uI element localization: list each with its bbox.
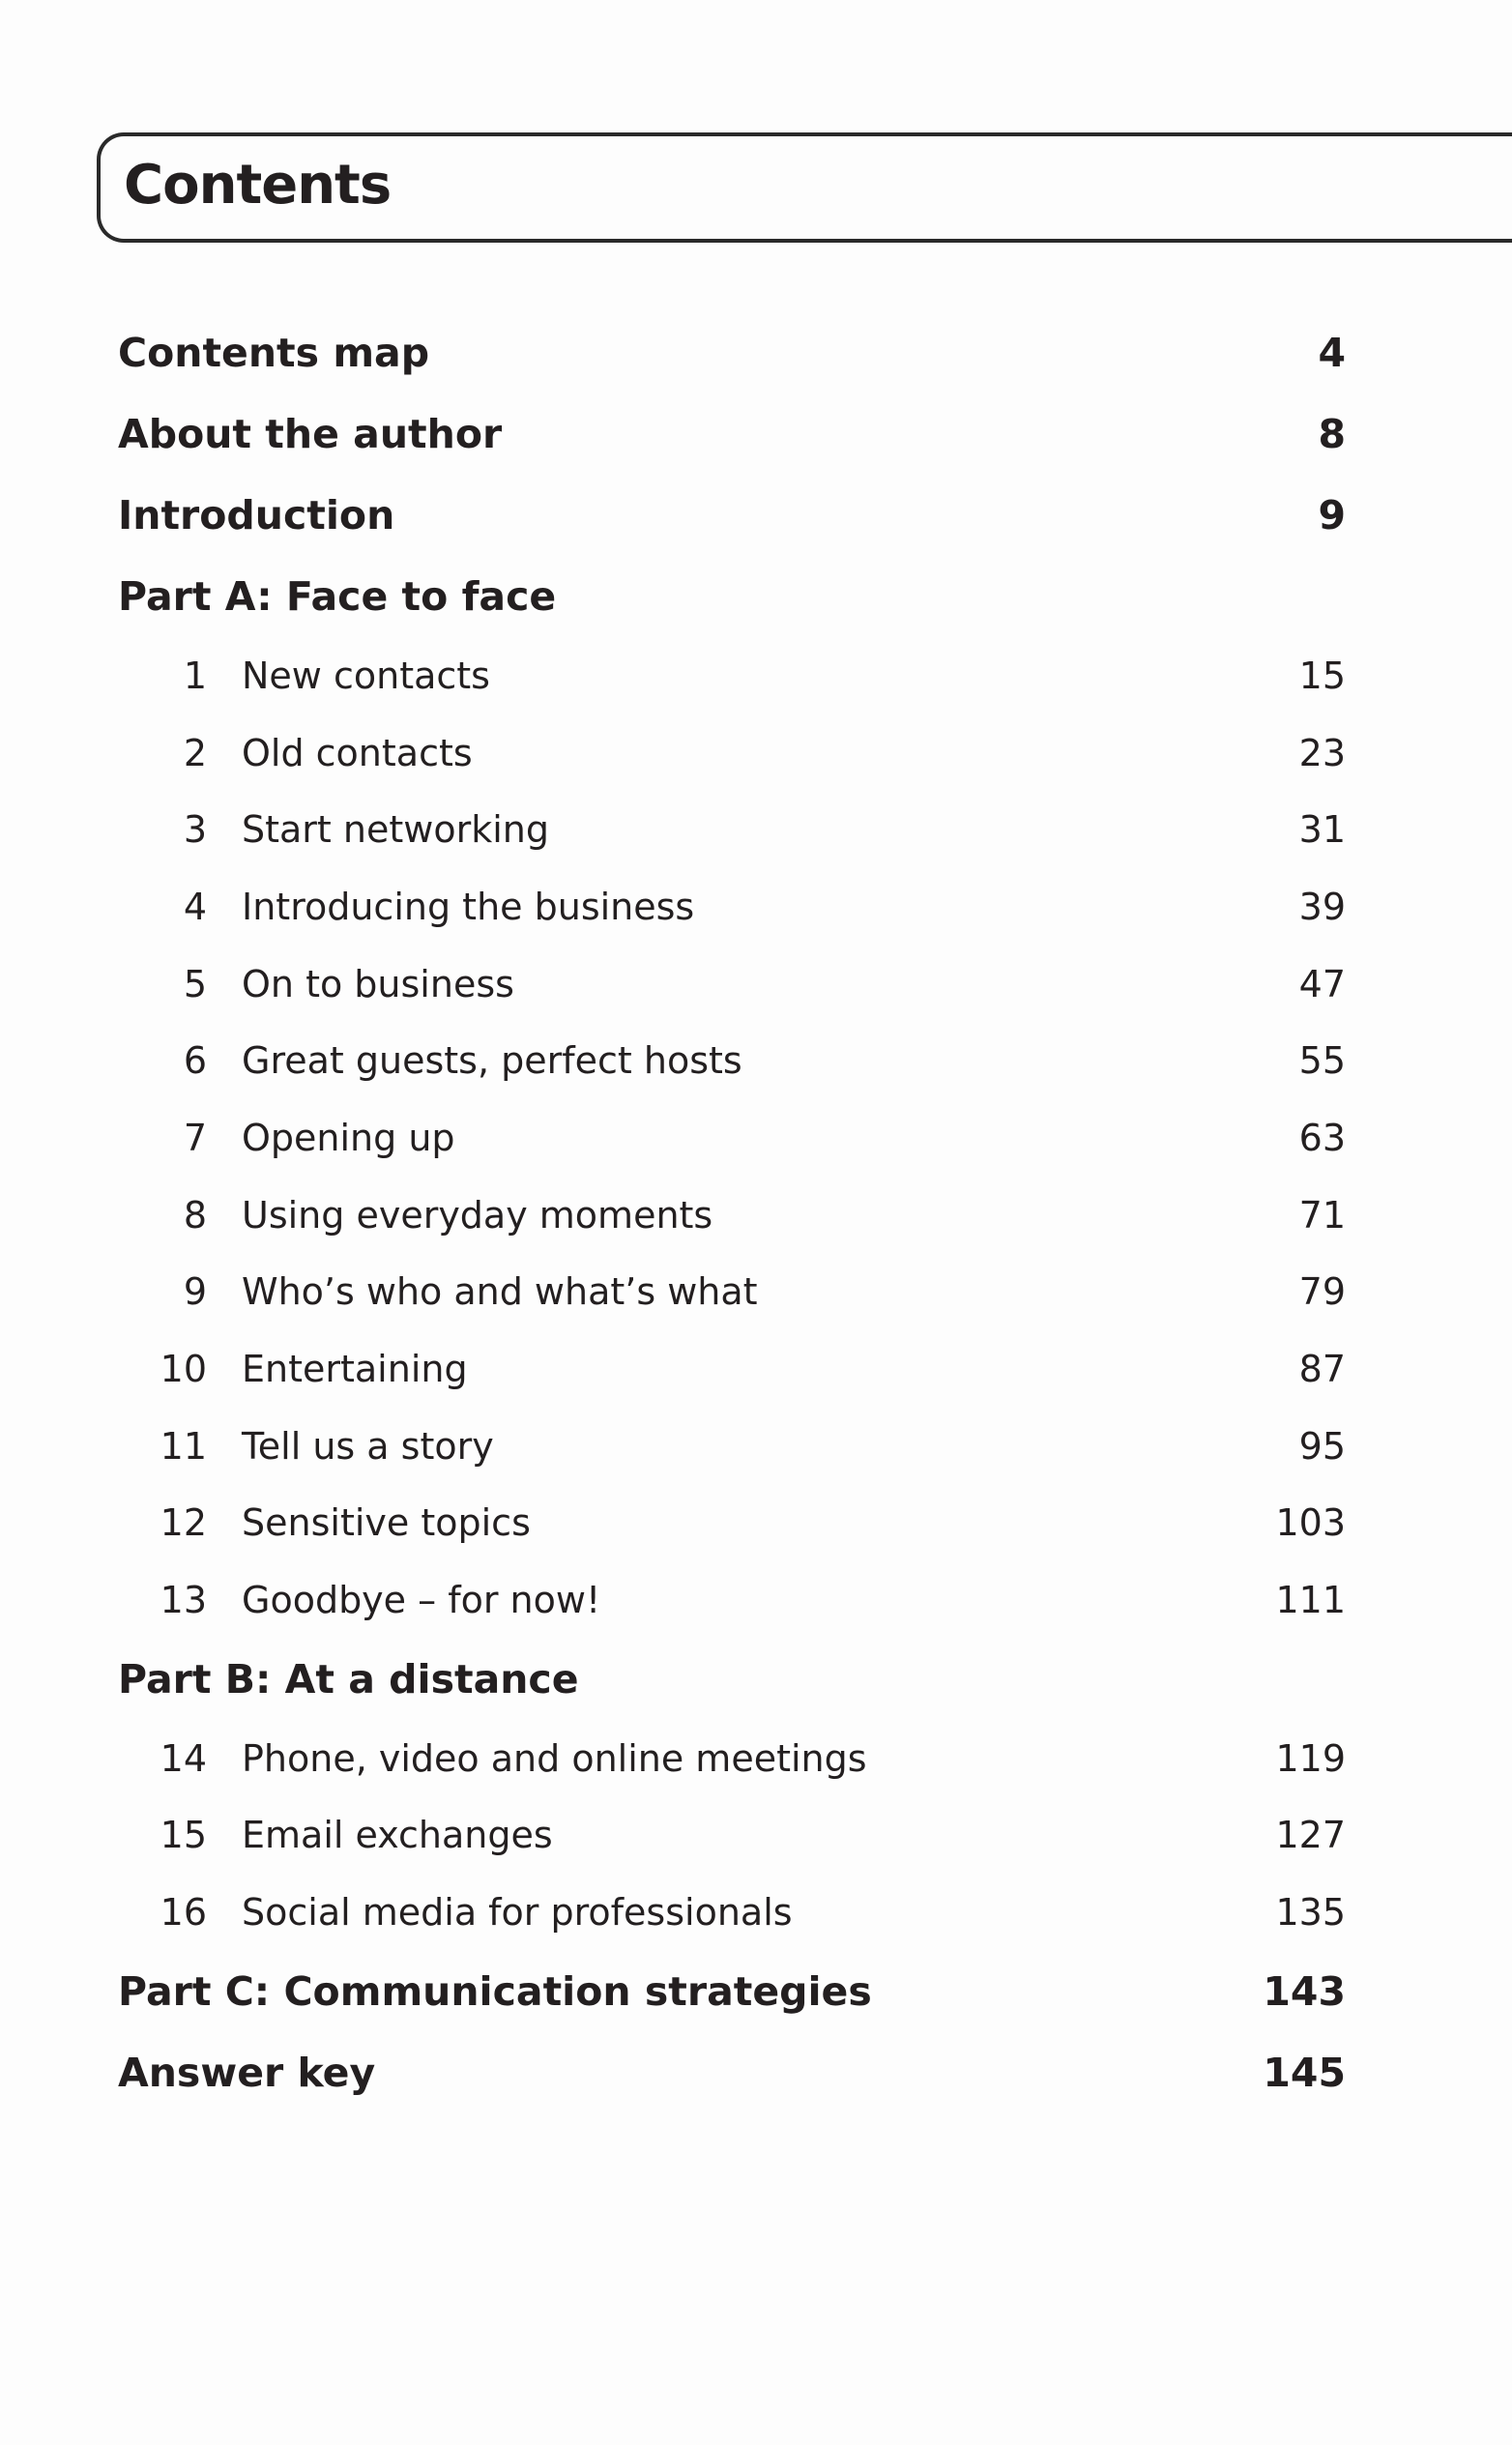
page-number: 87 [1298,1348,1346,1391]
entry-title: Phone, video and online meetings [242,1736,867,1780]
page-number: 111 [1275,1579,1346,1622]
entry-title: About the author [118,411,503,457]
entry-title: Contents map [118,330,430,376]
chapter-number: 6 [183,1039,207,1083]
chapter-number: 8 [183,1193,207,1237]
chapter-number: 11 [160,1424,207,1468]
chapter-number: 9 [183,1270,207,1314]
page-number: 103 [1275,1501,1346,1545]
page-number: 119 [1275,1736,1346,1780]
toc-chapter-entry [118,1099,1346,1177]
toc-chapter-entry [118,1330,1346,1408]
entry-title: Sensitive topics [242,1501,531,1545]
page-number: 9 [1318,492,1346,538]
chapter-number: 4 [183,885,207,928]
toc-section-entry [118,393,1346,475]
page-number: 79 [1298,1270,1346,1314]
page-number: 145 [1263,2050,1346,2096]
toc-chapter-entry [118,1720,1346,1797]
entry-title: Who’s who and what’s what [242,1270,758,1314]
toc-chapter-entry [118,1254,1346,1331]
page-number: 15 [1298,654,1346,697]
toc-chapter-entry [118,1797,1346,1875]
page-number: 71 [1298,1193,1346,1237]
chapter-number: 10 [160,1348,207,1391]
toc-section-entry [118,475,1346,556]
entry-title: Part C: Communication strategies [118,1968,872,2015]
entry-title: Social media for professionals [242,1891,793,1935]
page-number: 47 [1298,962,1346,1005]
toc-chapter-entry [118,1177,1346,1254]
entry-title: Introducing the business [242,885,695,928]
page-number: 39 [1298,885,1346,928]
page-number: 8 [1318,411,1346,457]
entry-title: Tell us a story [242,1424,494,1468]
entry-title: Start networking [242,808,549,852]
entry-title: Answer key [118,2050,376,2096]
chapter-number: 16 [160,1891,207,1935]
toc-chapter-entry [118,637,1346,714]
page-number: 95 [1298,1424,1346,1468]
entry-title: Opening up [242,1116,455,1159]
toc-section-entry [118,312,1346,393]
contents-header-box [97,132,1512,243]
page-number: 127 [1275,1814,1346,1857]
table-of-contents [118,312,1346,2113]
page-number: 135 [1275,1891,1346,1935]
entry-title: Part A: Face to face [118,573,557,620]
entry-title: Entertaining [242,1348,468,1391]
chapter-number: 14 [160,1736,207,1780]
toc-chapter-entry [118,946,1346,1023]
toc-chapter-entry [118,1408,1346,1485]
page-number: 143 [1263,1968,1346,2015]
chapter-number: 2 [183,731,207,774]
entry-title: Introduction [118,492,395,538]
chapter-number: 7 [183,1116,207,1159]
chapter-number: 15 [160,1814,207,1857]
toc-section-entry [118,1951,1346,2032]
entry-title: New contacts [242,654,490,697]
toc-section-entry [118,556,1346,637]
chapter-number: 3 [183,808,207,852]
page-number: 63 [1298,1116,1346,1159]
page-number: 31 [1298,808,1346,852]
entry-title: Old contacts [242,731,473,774]
entry-title: Using everyday moments [242,1193,713,1237]
chapter-number: 12 [160,1501,207,1545]
chapter-number: 1 [183,654,207,697]
entry-title: Goodbye – for now! [242,1579,601,1622]
entry-title: Email exchanges [242,1814,553,1857]
toc-chapter-entry [118,1485,1346,1562]
toc-chapter-entry [118,1874,1346,1951]
toc-chapter-entry [118,868,1346,946]
toc-chapter-entry [118,714,1346,792]
toc-section-entry [118,2032,1346,2113]
page-number: 55 [1298,1039,1346,1083]
chapter-number: 13 [160,1579,207,1622]
page-number: 4 [1318,330,1346,376]
entry-title: Great guests, perfect hosts [242,1039,742,1083]
chapter-number: 5 [183,962,207,1005]
toc-chapter-entry [118,1561,1346,1639]
page-number: 23 [1298,731,1346,774]
toc-section-entry [118,1639,1346,1720]
entry-title: Part B: At a distance [118,1655,579,1703]
toc-chapter-entry [118,1022,1346,1099]
page-title: Contents [124,154,392,217]
toc-chapter-entry [118,791,1346,868]
entry-title: On to business [242,962,514,1005]
